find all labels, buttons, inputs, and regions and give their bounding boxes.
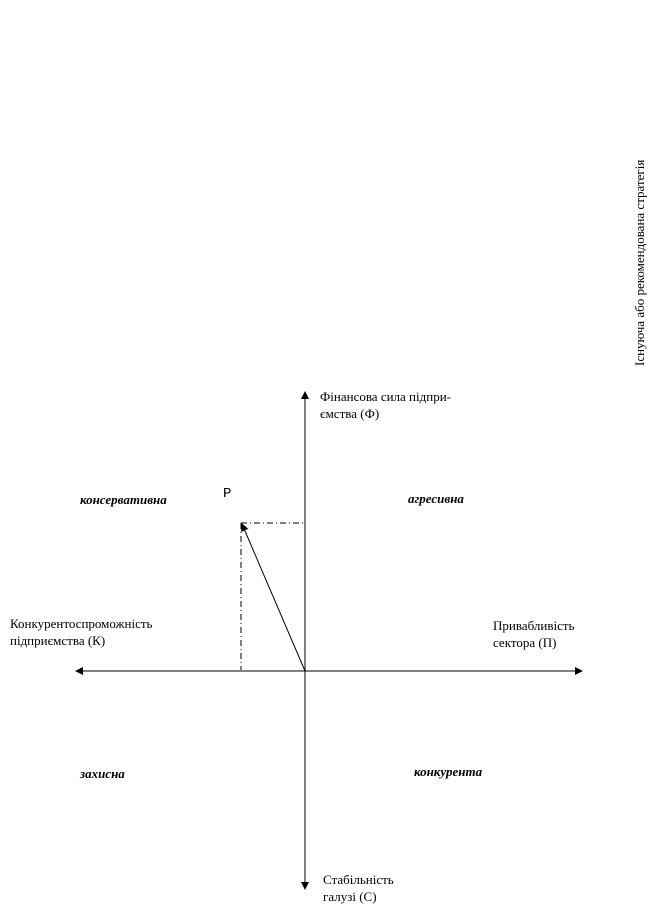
side-note: Існуюча або рекомендована стратегія [632,159,647,366]
axis-label-top-line1: Фінансова сила підпри- [320,389,451,404]
point-label: P [223,486,232,502]
axis-label-bottom-line1: Стабільність [323,872,394,887]
axis-label-right [493,617,574,651]
axis-label-left-line2: підприємства (К) [10,633,106,648]
quadrant-aggressive: агресивна [408,491,464,506]
axis-label-top [320,388,451,422]
axis-label-right-line2: сектора (П) [493,635,557,650]
axis-label-bottom [323,871,394,905]
axis-label-left [10,615,153,649]
quadrant-competitive: конкурента [414,764,483,779]
strategy-vector [242,524,305,671]
quadrant-conservative: консервативна [80,492,167,507]
quadrant-defensive: захисна [80,766,125,781]
axis-label-top-line2: ємства (Ф) [320,406,380,421]
axis-label-right-line1: Привабливість [493,618,575,633]
axis-label-left-line1: Конкурентоспроможність [10,616,153,631]
axis-label-bottom-line2: галузі (С) [323,889,377,904]
